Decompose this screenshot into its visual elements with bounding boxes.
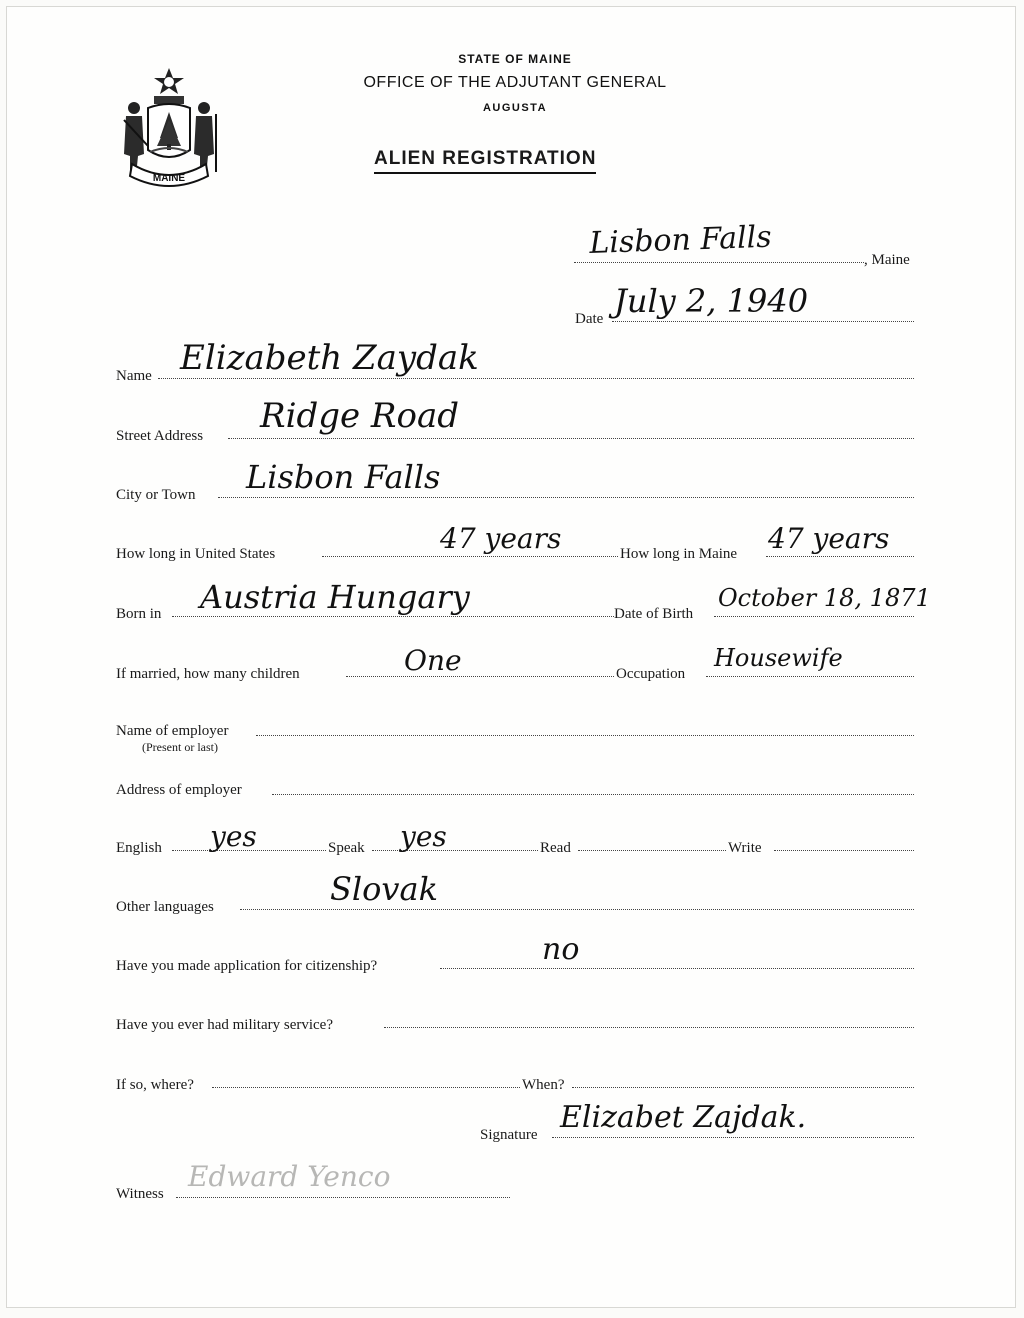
read-label: Read bbox=[540, 840, 571, 856]
maine-label: How long in Maine bbox=[620, 546, 738, 562]
street-label: Street Address bbox=[116, 428, 204, 444]
occupation-value: Housewife bbox=[714, 644, 843, 672]
dob-value: October 18, 1871 bbox=[718, 584, 931, 612]
employer-address-line bbox=[272, 794, 914, 795]
children-line bbox=[346, 676, 614, 677]
name-value: Elizabeth Zaydak bbox=[180, 338, 479, 378]
other-languages-label: Other languages bbox=[116, 899, 214, 915]
street-value: Ridge Road bbox=[260, 396, 460, 436]
city-line bbox=[218, 497, 914, 498]
citizenship-label: Have you made application for citizenship? bbox=[116, 958, 378, 974]
dob-line bbox=[714, 616, 914, 617]
dob-label: Date of Birth bbox=[614, 606, 694, 622]
when-label: When? bbox=[522, 1077, 565, 1093]
military-label: Have you ever had military service? bbox=[116, 1017, 333, 1033]
street-line bbox=[228, 438, 914, 439]
english-label: English bbox=[116, 840, 162, 856]
date-value: July 2, 1940 bbox=[614, 282, 809, 320]
when-line bbox=[572, 1087, 914, 1088]
english-value: yes bbox=[210, 820, 257, 853]
us-value: 47 years bbox=[440, 522, 562, 555]
citizenship-line bbox=[440, 968, 914, 969]
born-label: Born in bbox=[116, 606, 162, 622]
form-title: ALIEN REGISTRATION bbox=[374, 148, 596, 174]
svg-text:MAINE: MAINE bbox=[152, 173, 186, 184]
where-label: If so, where? bbox=[116, 1077, 194, 1093]
employer-address-label: Address of employer bbox=[116, 782, 242, 798]
us-label: How long in United States bbox=[116, 546, 276, 562]
city-value: Lisbon Falls bbox=[246, 458, 441, 496]
read-line bbox=[578, 850, 726, 851]
occupation-label: Occupation bbox=[616, 666, 686, 682]
header-city: AUGUSTA bbox=[482, 102, 548, 114]
header-state: STATE OF MAINE bbox=[458, 52, 572, 66]
speak-value: yes bbox=[400, 820, 447, 853]
date-line bbox=[612, 321, 914, 322]
children-value: One bbox=[404, 644, 462, 677]
maine-value: 47 years bbox=[768, 522, 890, 555]
witness-line bbox=[176, 1197, 510, 1198]
city-label: City or Town bbox=[116, 487, 196, 503]
name-line bbox=[158, 378, 914, 379]
citizenship-value: no bbox=[542, 932, 580, 967]
date-label: Date bbox=[575, 311, 604, 327]
employer-label: Name of employer bbox=[116, 723, 229, 739]
signature-value: Elizabet Zajdak. bbox=[560, 1100, 807, 1135]
speak-label: Speak bbox=[328, 840, 365, 856]
military-line bbox=[384, 1027, 914, 1028]
header-office: OFFICE OF THE ADJUTANT GENERAL bbox=[363, 74, 667, 91]
employer-sublabel: (Present or last) bbox=[142, 740, 218, 754]
signature-line bbox=[552, 1137, 914, 1138]
maine-state-seal-icon bbox=[118, 64, 220, 188]
where-line bbox=[212, 1087, 520, 1088]
other-languages-line bbox=[240, 909, 914, 910]
witness-label: Witness bbox=[116, 1186, 164, 1202]
speak-line bbox=[372, 850, 538, 851]
name-label: Name bbox=[116, 368, 152, 384]
occupation-line bbox=[706, 676, 914, 677]
write-line bbox=[774, 850, 914, 851]
place-line bbox=[574, 262, 864, 263]
other-languages-value: Slovak bbox=[330, 870, 438, 908]
born-line bbox=[172, 616, 614, 617]
place-label: , Maine bbox=[864, 252, 910, 268]
us-line bbox=[322, 556, 618, 557]
children-label: If married, how many children bbox=[116, 666, 300, 682]
signature-label: Signature bbox=[480, 1127, 538, 1143]
maine-line bbox=[766, 556, 914, 557]
witness-value: Edward Yenco bbox=[188, 1160, 391, 1193]
form-page bbox=[6, 6, 1016, 1308]
born-value: Austria Hungary bbox=[200, 578, 470, 616]
employer-line bbox=[256, 735, 914, 736]
write-label: Write bbox=[728, 840, 762, 856]
place-value: Lisbon Falls bbox=[588, 219, 773, 261]
